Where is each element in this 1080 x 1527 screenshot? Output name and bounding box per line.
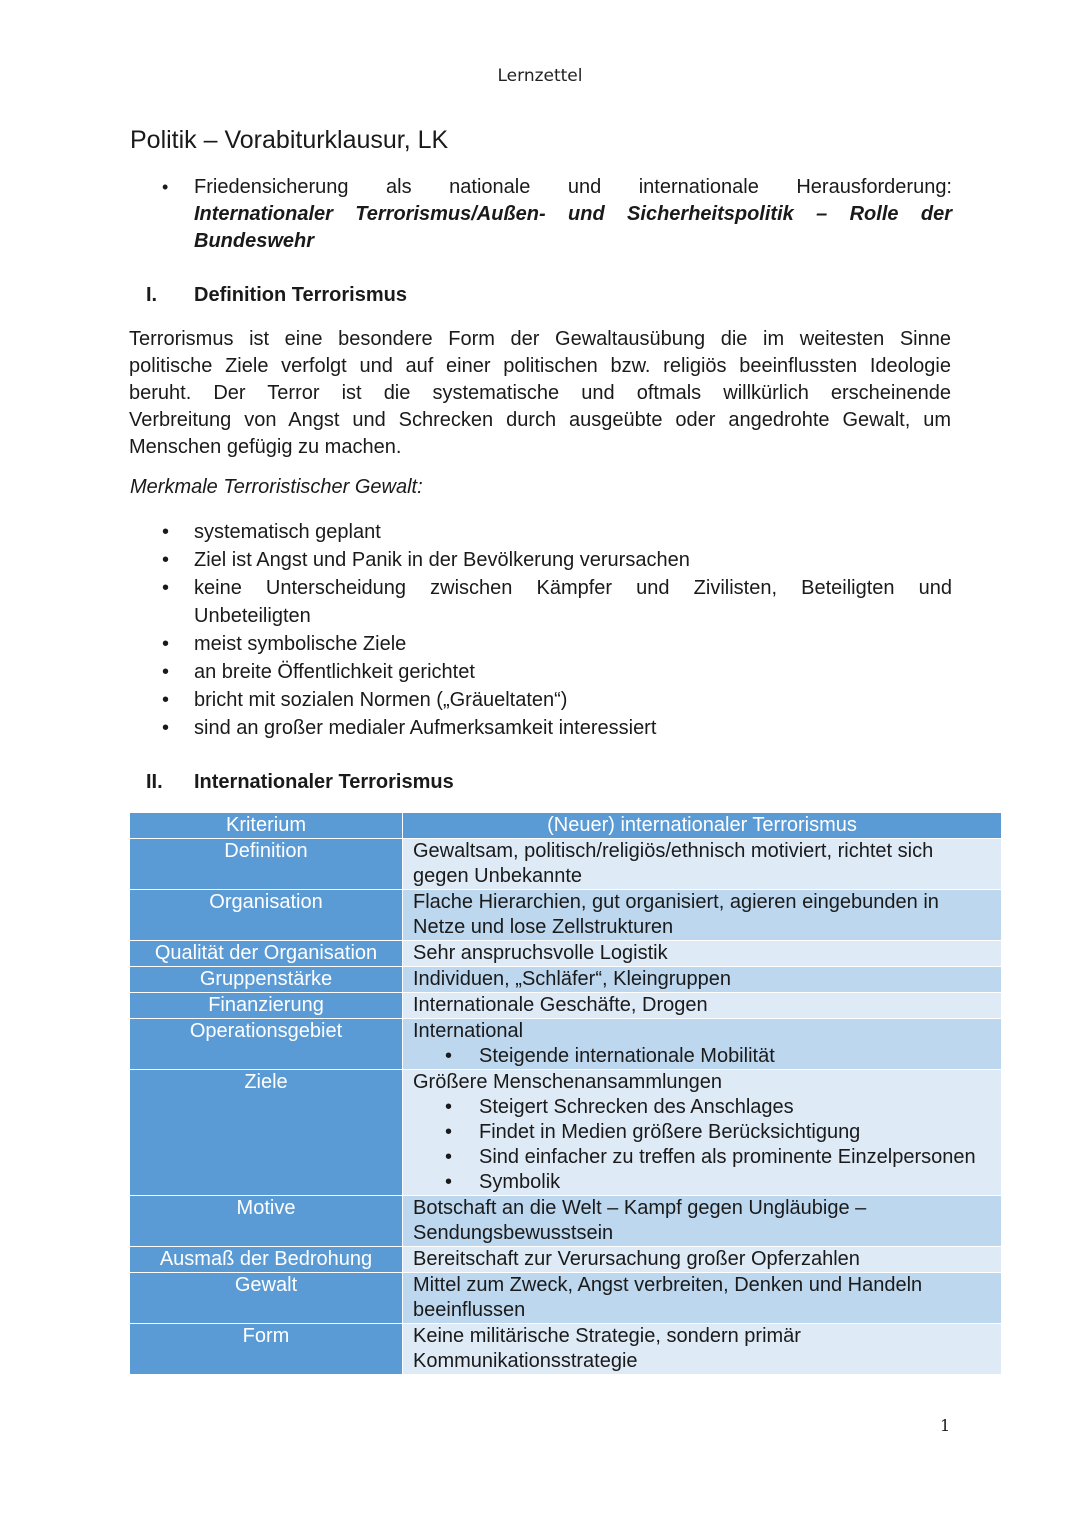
cell-line: Bereitschaft zur Verursachung großer Opferzahlen [413, 1248, 860, 1270]
section-2-number: II. [146, 771, 163, 793]
list-item: • Steigende internationale Mobilität [445, 1045, 775, 1067]
bullet-icon: • [445, 1171, 453, 1193]
terrorism-table [129, 812, 1002, 1375]
cell-bullet-list [413, 1044, 993, 1069]
paragraph-line: politische Ziele verfolgt und auf einer politischen bzw. religiös beeinflussten Ideologie [129, 355, 951, 377]
table-row [130, 890, 1002, 941]
table-cell-value [403, 941, 1002, 967]
table-header-criterion: Kriterium [130, 813, 403, 839]
list-item-continuation: Unbeteiligten [194, 605, 311, 627]
intro-line-2: Internationaler Terrorismus/Außen- und Sicherheitspolitik – Rolle der [194, 203, 952, 225]
cell-line: beeinflussen [413, 1299, 526, 1321]
list-item: • meist symbolische Ziele [162, 630, 952, 658]
cell-line: Individuen, „Schläfer“, Kleingruppen [413, 968, 731, 990]
cell-line: Flache Hierarchien, gut organisiert, agieren eingebunden in [413, 891, 939, 913]
table-cell-criterion: Gewalt [130, 1273, 403, 1324]
list-item: • an breite Öffentlichkeit gerichtet [162, 658, 952, 686]
cell-line: Kommunikationsstrategie [413, 1350, 638, 1372]
intro-line-1: Friedensicherung als nationale und internationale Herausforderung: [194, 176, 952, 198]
table-cell-value [403, 993, 1002, 1019]
page-header: Lernzettel [497, 66, 583, 86]
bullet-icon: • [162, 717, 170, 739]
list-item: • Findet in Medien größere Berücksichtigung [445, 1121, 861, 1143]
section-1-number: I. [146, 284, 158, 306]
paragraph-line: Terrorismus ist eine besondere Form der Gewaltausübung die im weitesten Sinne [129, 328, 951, 350]
intro-bullet [162, 174, 952, 255]
section-2-heading [146, 771, 454, 794]
table-row [130, 967, 1002, 993]
features-list [162, 518, 952, 742]
cell-bullet-list [413, 1095, 993, 1195]
table-cell-value [403, 1019, 1002, 1070]
table-cell-value [403, 1070, 1002, 1196]
bullet-icon: • [445, 1096, 453, 1118]
cell-line: Netze und lose Zellstrukturen [413, 916, 674, 938]
table-cell-value [403, 839, 1002, 890]
bullet-icon: • [162, 577, 170, 599]
table-cell-criterion: Gruppenstärke [130, 967, 403, 993]
table-cell-value [403, 1247, 1002, 1273]
table-row [130, 1019, 1002, 1070]
bullet-icon: • [445, 1146, 453, 1168]
table-cell-value [403, 1196, 1002, 1247]
cell-line: Sendungsbewusstsein [413, 1222, 614, 1244]
bullet-icon: • [162, 549, 170, 571]
section-1-title: Definition Terrorismus [194, 284, 407, 306]
cell-line: Gewaltsam, politisch/religiös/ethnisch motiviert, richtet sich [413, 840, 934, 862]
cell-line: Keine militärische Strategie, sondern primär [413, 1325, 801, 1347]
paragraph-line: Verbreitung von Angst und Schrecken durch ausgeübte oder angedrohte Gewalt, um [129, 409, 951, 431]
table-cell-value [403, 1273, 1002, 1324]
table-cell-criterion: Qualität der Organisation [130, 941, 403, 967]
table-cell-criterion: Finanzierung [130, 993, 403, 1019]
cell-line: Internationale Geschäfte, Drogen [413, 994, 708, 1016]
table-row [130, 941, 1002, 967]
table-row [130, 1070, 1002, 1196]
bullet-icon: • [162, 661, 170, 683]
paragraph-line: Menschen gefügig zu machen. [129, 436, 402, 458]
list-item: • Sind einfacher zu treffen als prominente Einzelpersonen [445, 1146, 976, 1168]
list-item: • keine Unterscheidung zwischen Kämpfer und Zivilisten, Beteiligten und [162, 574, 952, 602]
table-cell-criterion: Ziele [130, 1070, 403, 1196]
definition-paragraph [129, 326, 951, 461]
table-cell-value [403, 1324, 1002, 1375]
features-subheading: Merkmale Terroristischer Gewalt: [130, 476, 423, 498]
table-header-row [130, 813, 1002, 839]
cell-line: Größere Menschenansammlungen [413, 1071, 723, 1093]
bullet-icon: • [162, 689, 170, 711]
list-item: • Steigert Schrecken des Anschlages [445, 1096, 794, 1118]
bullet-icon: • [445, 1045, 453, 1067]
list-item: • systematisch geplant [162, 518, 952, 546]
table-row [130, 1247, 1002, 1273]
section-1-heading [146, 284, 407, 307]
section-2-title: Internationaler Terrorismus [194, 771, 454, 793]
document-title: Politik – Vorabiturklausur, LK [130, 126, 449, 154]
intro-line-3: Bundeswehr [194, 230, 315, 252]
cell-line: Botschaft an die Welt – Kampf gegen Ungläubige – [413, 1197, 867, 1219]
cell-line: gegen Unbekannte [413, 865, 583, 887]
page-number: 1 [940, 1416, 951, 1435]
table-cell-value [403, 967, 1002, 993]
table-header-value: (Neuer) internationaler Terrorismus [403, 813, 1002, 839]
table-cell-criterion: Operationsgebiet [130, 1019, 403, 1070]
table-cell-criterion: Motive [130, 1196, 403, 1247]
cell-line: International [413, 1020, 524, 1042]
table-row [130, 1196, 1002, 1247]
table-cell-criterion: Ausmaß der Bedrohung [130, 1247, 403, 1273]
table-cell-criterion: Organisation [130, 890, 403, 941]
table-cell-value [403, 890, 1002, 941]
table-row [130, 839, 1002, 890]
bullet-icon: • [445, 1121, 453, 1143]
table-row [130, 993, 1002, 1019]
bullet-icon: • [162, 521, 170, 543]
table-row [130, 1324, 1002, 1375]
cell-line: Sehr anspruchsvolle Logistik [413, 942, 668, 964]
list-item: • bricht mit sozialen Normen („Gräueltaten“) [162, 686, 952, 714]
table-cell-criterion: Form [130, 1324, 403, 1375]
cell-line: Mittel zum Zweck, Angst verbreiten, Denken und Handeln [413, 1274, 923, 1296]
bullet-icon: • [162, 177, 169, 197]
list-item: • sind an großer medialer Aufmerksamkeit interessiert [162, 714, 952, 742]
list-item: • Symbolik [445, 1171, 561, 1193]
paragraph-line: beruht. Der Terror ist die systematische und oftmals willkürlich erscheinende [129, 382, 951, 404]
bullet-icon: • [162, 633, 170, 655]
list-item: • Ziel ist Angst und Panik in der Bevölkerung verursachen [162, 546, 952, 574]
table-row [130, 1273, 1002, 1324]
table-cell-criterion: Definition [130, 839, 403, 890]
